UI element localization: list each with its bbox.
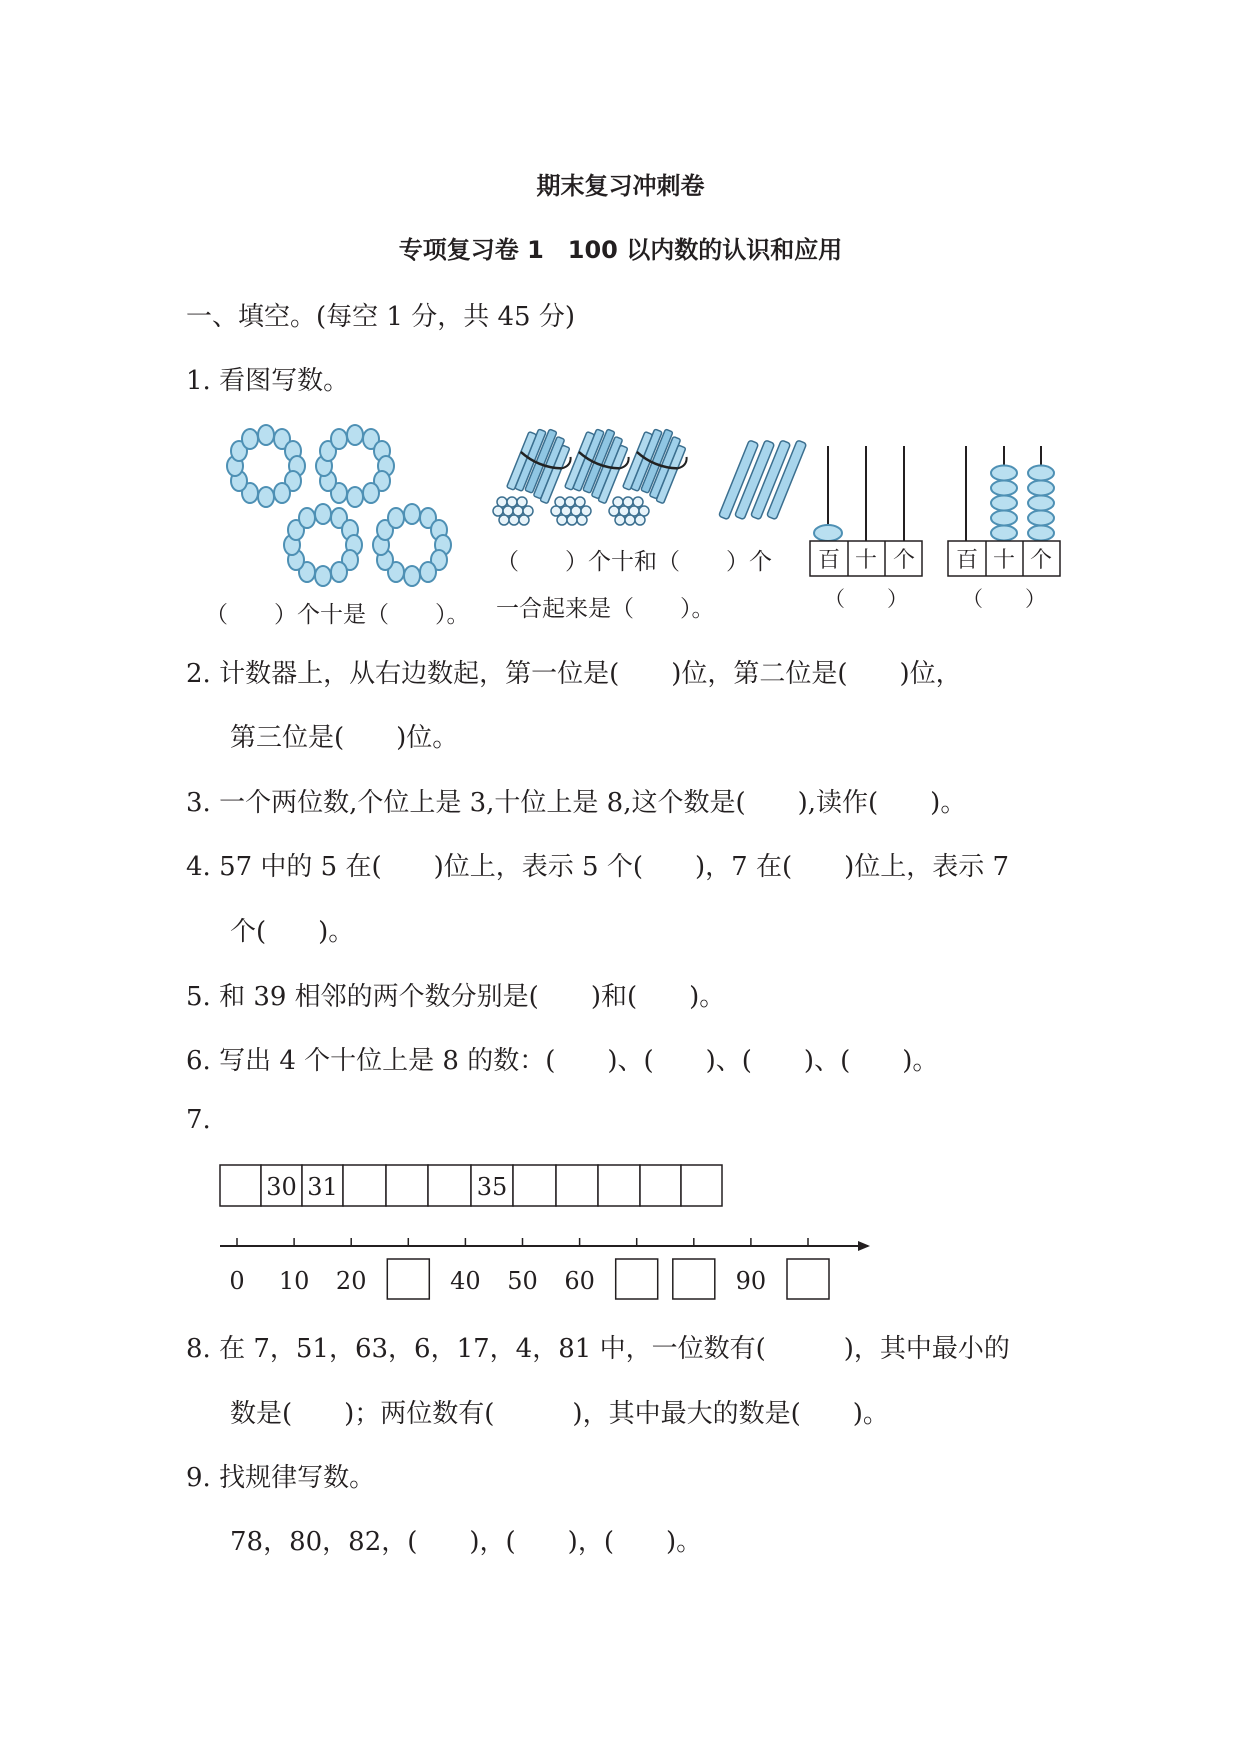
sequence-box[interactable] [556, 1165, 598, 1206]
number-line-label: 10 [278, 1267, 310, 1295]
question-1-caption-sticks-line2: 一合起来是（ ）。 [496, 596, 715, 622]
page-subtitle: 专项复习卷 1 100 以内数的认识和应用 [398, 236, 843, 264]
question-3: 3. 一个两位数,个位上是 3,十位上是 8,这个数是( ),读作( )。 [186, 788, 967, 818]
number-line-label: 90 [735, 1267, 767, 1295]
question-8-line2: 数是( )；两位数有( )，其中最大的数是( )。 [230, 1399, 889, 1429]
number-line-arrow [858, 1241, 870, 1251]
sequence-box[interactable] [681, 1165, 722, 1206]
number-line-label: 20 [335, 1267, 367, 1295]
sequence-box[interactable] [386, 1165, 428, 1206]
question-4-line1: 4. 57 中的 5 在( )位上，表示 5 个( )，7 在( )位上，表示 7 [186, 852, 1010, 882]
number-line-answer-box[interactable] [673, 1259, 715, 1299]
question-5: 5. 和 39 相邻的两个数分别是( )和( )。 [186, 982, 726, 1012]
abacus-label-ones: 个 [1029, 548, 1053, 573]
abacus-answer-blank: （ ） [824, 587, 908, 611]
question-8-line1: 8. 在 7，51，63，6，17，4，81 中，一位数有( )，其中最小的 [186, 1334, 1010, 1364]
abacus-label-ones: 个 [892, 548, 916, 573]
sequence-box-value: 30 [266, 1173, 297, 1201]
question-9: 9. 找规律写数。 [186, 1463, 376, 1493]
sequence-box[interactable] [428, 1165, 471, 1206]
abacus-label-tens: 十 [992, 548, 1016, 573]
sequence-box[interactable] [220, 1165, 261, 1206]
question-6: 6. 写出 4 个十位上是 8 的数：( )、( )、( )、( )。 [186, 1046, 939, 1076]
question-4-line2: 个( )。 [230, 917, 355, 947]
number-line-label: 0 [229, 1267, 245, 1295]
sequence-box[interactable] [640, 1165, 681, 1206]
section-heading: 一、填空。(每空 1 分，共 45 分) [186, 302, 575, 332]
abacus-label-tens: 十 [854, 548, 878, 573]
number-line-label: 40 [450, 1267, 481, 1295]
question-1: 1. 看图写数。 [186, 366, 350, 396]
sequence-box-value: 35 [476, 1173, 508, 1201]
question-9-sequence: 78，80，82，( )，( )，( )。 [230, 1527, 703, 1557]
number-line-label: 50 [507, 1267, 538, 1295]
abacus-answer-blank: （ ） [962, 587, 1046, 611]
sequence-box[interactable] [343, 1165, 386, 1206]
abacus-label-hundreds: 百 [817, 548, 841, 573]
page-title: 期末复习冲刺卷 [536, 172, 705, 200]
sequence-box[interactable] [598, 1165, 640, 1206]
number-line-answer-box[interactable] [387, 1259, 429, 1299]
sequence-box-value: 31 [307, 1173, 338, 1201]
number-line-answer-box[interactable] [616, 1259, 658, 1299]
question-2-line2: 第三位是( )位。 [230, 723, 459, 753]
question-7: 7. [186, 1105, 211, 1135]
question-2-line1: 2. 计数器上，从右边数起，第一位是( )位，第二位是( )位， [186, 659, 962, 689]
question-1-caption-sticks-line1: （ ）个十和（ ）个 [496, 549, 772, 575]
number-line-label: 60 [564, 1267, 595, 1295]
abacus-label-hundreds: 百 [955, 548, 979, 573]
question-1-caption-rings: （ ）个十是（ ）。 [205, 602, 470, 628]
sequence-box[interactable] [513, 1165, 556, 1206]
number-line-answer-box[interactable] [787, 1259, 829, 1299]
